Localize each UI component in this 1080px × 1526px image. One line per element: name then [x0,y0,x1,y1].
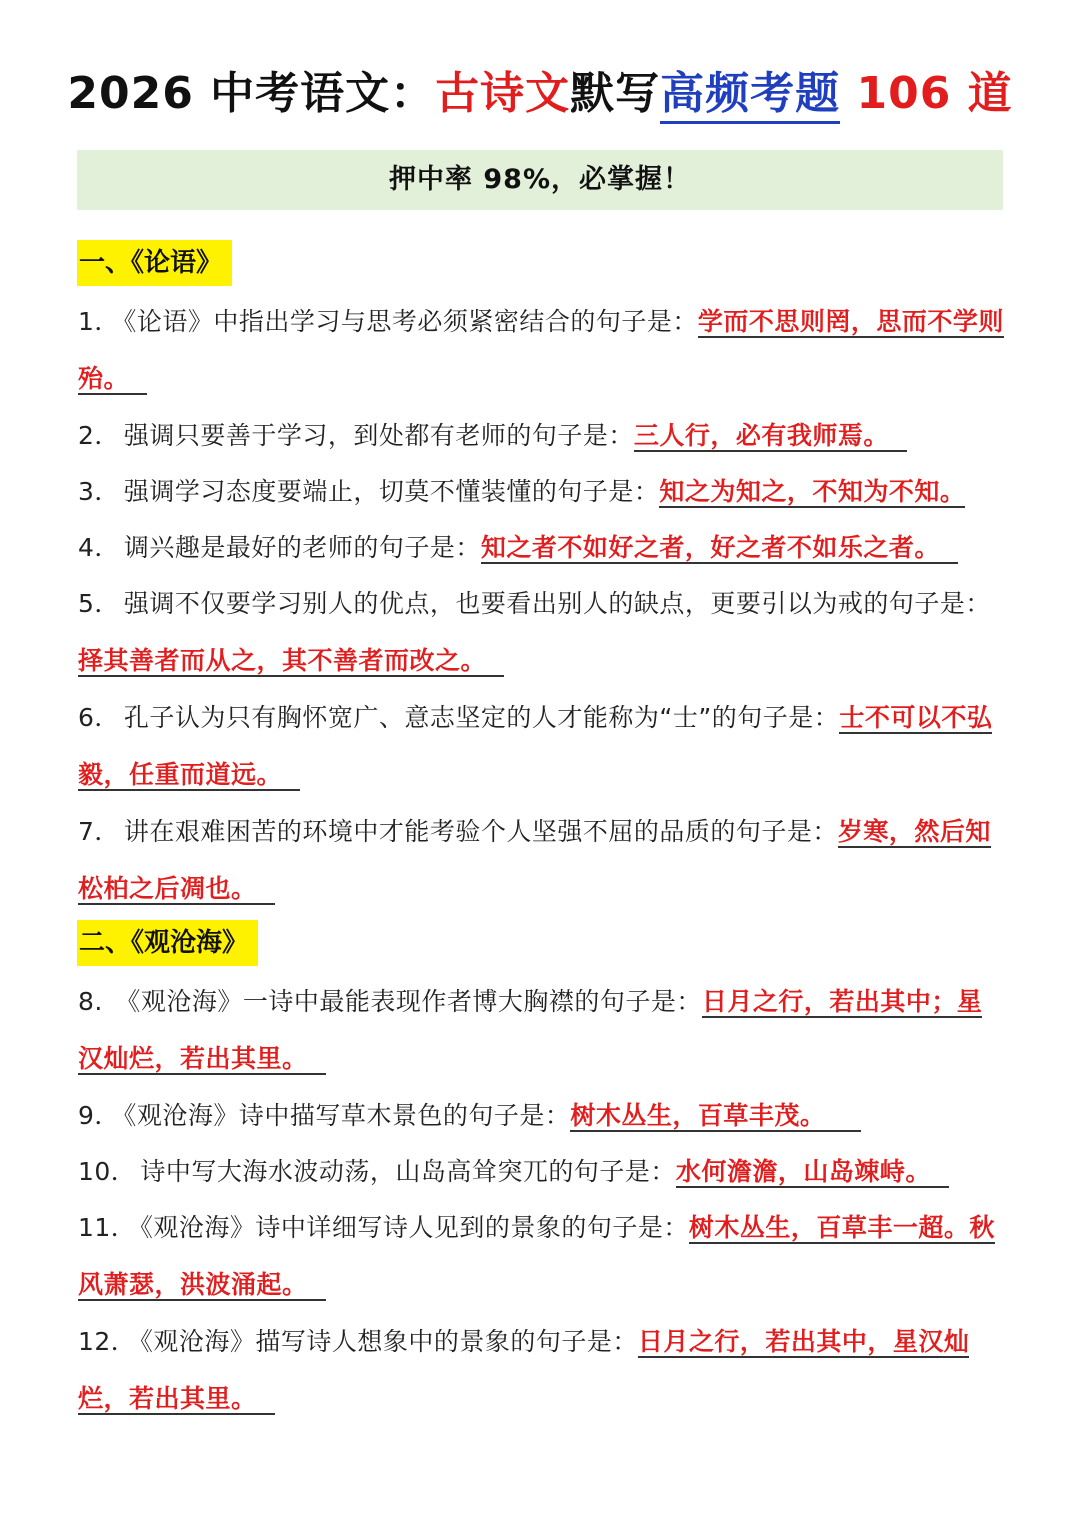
question-answer: 日月之行，若出其中，星汉灿烂，若出其里。 [78,1327,970,1413]
question-number: 11． [78,1213,137,1242]
question-answer: 树木丛生，百草丰茂。 [570,1101,861,1132]
question-stem: 孔子认为只有胸怀宽广、意志坚定的人才能称为“士”的句子是： [123,703,840,732]
title-prefix: 2026 中考语文： [67,68,436,119]
question-item [78,1087,1006,1144]
title-highlight-blue: 高频考题 [660,68,840,124]
title-highlight-red: 古诗文 [435,68,571,119]
question-stem: 讲在艰难困苦的环境中才能考验个人坚强不屈的品质的句子是： [123,817,838,846]
question-item [78,1143,1006,1200]
question-item [78,407,1006,464]
question-stem: 《论语》中指出学习与思考必须紧密结合的句子是： [123,307,698,336]
section-heading-guancanghai: 二、《观沧海》 [77,920,258,966]
question-item [78,1199,1006,1313]
question-stem: 诗中写大海水波动荡，山岛高耸突兀的句子是： [140,1157,676,1186]
question-item [78,973,1006,1087]
question-item [78,463,1006,520]
question-answer: 知之为知之，不知为不知。 [659,477,966,506]
title-count: 106 道 [840,68,1013,119]
question-item [78,689,1006,803]
question-item [78,1313,1006,1427]
question-stem: 调兴趣是最好的老师的句子是： [123,533,481,562]
question-answer: 知之者不如好之者，好之者不如乐之者。 [481,533,958,564]
page-title [0,62,1080,126]
question-number: 12． [78,1327,137,1356]
question-number: 2． [78,421,120,450]
question-number: 6． [78,703,120,732]
question-answer: 三人行，必有我师焉。 [634,421,907,452]
question-item [78,803,1006,917]
title-middle: 默写 [570,68,661,119]
section-heading-lunyu: 一、《论语》 [77,240,232,286]
question-number: 5． [78,589,120,618]
subtitle-banner: 押中率 98%，必掌握！ [77,150,1003,210]
question-number: 9． [78,1101,120,1130]
question-number: 7． [78,817,120,846]
question-number: 3． [78,477,120,506]
question-answer: 士不可以不弘毅，任重而道远。 [78,703,993,789]
question-stem: 《观沧海》一诗中最能表现作者博大胸襟的句子是： [115,987,702,1016]
question-answer: 水何澹澹，山岛竦峙。 [676,1157,949,1188]
question-number: 4． [78,533,120,562]
question-stem: 强调学习态度要端止，切莫不懂装懂的句子是： [123,477,660,506]
question-number: 8. [78,987,112,1016]
question-answer: 日月之行，若出其中；星汉灿烂，若出其里。 [78,987,983,1073]
question-stem: 强调只要善于学习，到处都有老师的句子是： [123,421,634,450]
question-stem: 《观沧海》诗中详细写诗人见到的景象的句子是： [140,1213,689,1242]
question-stem: 《观沧海》描写诗人想象中的景象的句子是： [140,1327,638,1356]
question-answer: 树木丛生，百草丰一超。秋风萧瑟，洪波涌起。 [78,1213,995,1299]
question-item [78,519,1006,576]
question-number: 1． [78,307,120,336]
question-number: 10． [78,1157,137,1186]
question-item [78,293,1006,407]
question-answer: 学而不思则罔，思而不学则殆。 [78,307,1004,393]
question-answer: 择其善者而从之，其不善者而改之。 [78,646,504,677]
question-stem: 强调不仅要学习别人的优点，也要看出别人的缺点，更要引以为戒的句子是： [123,589,991,618]
question-answer: 岁寒，然后知松柏之后凋也。 [78,817,991,903]
question-item [78,575,1006,689]
question-stem: 《观沧海》诗中描写草木景色的句子是： [123,1101,571,1130]
